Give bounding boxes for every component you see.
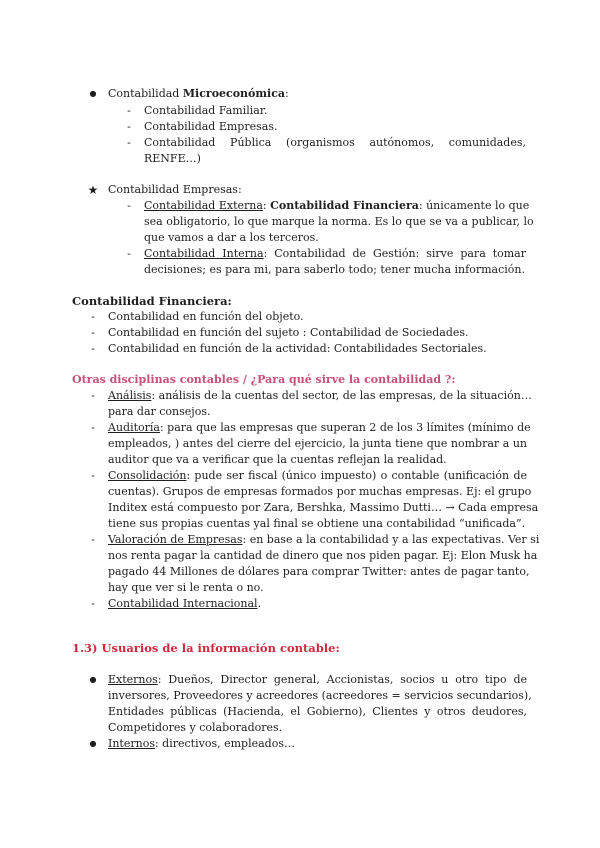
dash-icon: -: [91, 389, 95, 402]
bullet-icon: ●: [89, 89, 97, 98]
auditoria-line3: auditor que va a verificar que la cuentas reflejan la realidad.: [108, 453, 447, 466]
empresas-title: Contabilidad Empresas:: [108, 183, 242, 196]
valoracion-line1: Valoración de Empresas: en base a la contabilidad y a las expectativas. Ver si: [108, 533, 540, 546]
bullet-icon: ●: [89, 675, 97, 684]
micro-title: Contabilidad Microeconómica:: [108, 87, 289, 100]
externa-line2: sea obligatorio, lo que marque la norma. Es lo que se va a publicar, lo: [144, 215, 534, 228]
interna-line1: Contabilidad Interna: Contabilidad de Gestión: sirve para tomar: [144, 247, 526, 260]
list-item: Contabilidad Empresas.: [144, 120, 278, 133]
analisis-line2: para dar consejos.: [108, 405, 211, 418]
dash-icon: -: [127, 120, 131, 133]
dash-icon: -: [91, 533, 95, 546]
otras-title: Otras disciplinas contables / ¿Para qué sirve la contabilidad ?:: [72, 373, 456, 386]
list-item: Contabilidad Pública (organismos autónomos, comunidades,: [144, 136, 526, 149]
list-item-cont: RENFE…): [144, 152, 201, 165]
dash-icon: -: [127, 247, 131, 260]
bullet-icon: ●: [89, 739, 97, 748]
dash-icon: -: [91, 342, 95, 355]
list-item: Contabilidad en función de la actividad: Contabilidades Sectoriales.: [108, 342, 487, 355]
analisis-line1: Análisis: análisis de la cuentas del sector, de las empresas, de la situación…: [108, 389, 532, 402]
consolidacion-line4: tiene sus propias cuentas yal final se obtiene una contabilidad “unificada”.: [108, 517, 526, 530]
consolidacion-line3: Inditex está compuesto por Zara, Bershka, Massimo Dutti… → Cada empresa: [108, 501, 539, 514]
usuarios-title: 1.3) Usuarios de la información contable:: [72, 641, 340, 655]
consolidacion-line2: cuentas). Grupos de empresas formados por muchas empresas. Ej: el grupo: [108, 485, 532, 498]
auditoria-line1: Auditoría: para que las empresas que superan 2 de los 3 límites (mínimo de: [108, 421, 531, 434]
valoracion-line2: nos renta pagar la cantidad de dinero que nos piden pagar. Ej: Elon Musk ha: [108, 549, 538, 562]
valoracion-line4: hay que ver si le renta o no.: [108, 581, 264, 594]
list-item: Contabilidad en función del objeto.: [108, 310, 304, 323]
internos-line: Internos: directivos, empleados…: [108, 737, 295, 750]
valoracion-line3: pagado 44 Millones de dólares para comprar Twitter: antes de pagar tanto,: [108, 565, 530, 578]
dash-icon: -: [91, 310, 95, 323]
dash-icon: -: [91, 469, 95, 482]
dash-icon: -: [91, 597, 95, 610]
list-item: Contabilidad Familiar.: [144, 104, 268, 117]
consolidacion-line1: Consolidación: pude ser fiscal (único impuesto) o contable (unificación de: [108, 469, 527, 482]
dash-icon: -: [127, 136, 131, 149]
interna-line2: decisiones; es para mi, para saberlo todo; tener mucha información.: [144, 263, 525, 276]
dash-icon: -: [91, 326, 95, 339]
list-item: Contabilidad en función del sujeto : Contabilidad de Sociedades.: [108, 326, 469, 339]
externos-line3: Entidades públicas (Hacienda, el Gobierno), Clientes y otros deudores,: [108, 705, 527, 718]
financiera-title: Contabilidad Financiera:: [72, 294, 232, 308]
dash-icon: -: [91, 421, 95, 434]
dash-icon: -: [127, 104, 131, 117]
externa-line3: que vamos a dar a los terceros.: [144, 231, 319, 244]
dash-icon: -: [127, 199, 131, 212]
externos-line4: Competidores y colaboradores.: [108, 721, 283, 734]
internacional-line: Contabilidad Internacional.: [108, 597, 262, 610]
externos-line1: Externos: Dueños, Director general, Accionistas, socios u otro tipo de: [108, 673, 527, 686]
externos-line2: inversores, Proveedores y acreedores (acreedores = servicios secundarios),: [108, 689, 532, 702]
externa-line1: Contabilidad Externa: Contabilidad Financiera: únicamente lo que: [144, 199, 530, 212]
auditoria-line2: empleados, ) antes del cierre del ejercicio, la junta tiene que nombrar a un: [108, 437, 527, 450]
star-icon: ★: [87, 183, 99, 197]
